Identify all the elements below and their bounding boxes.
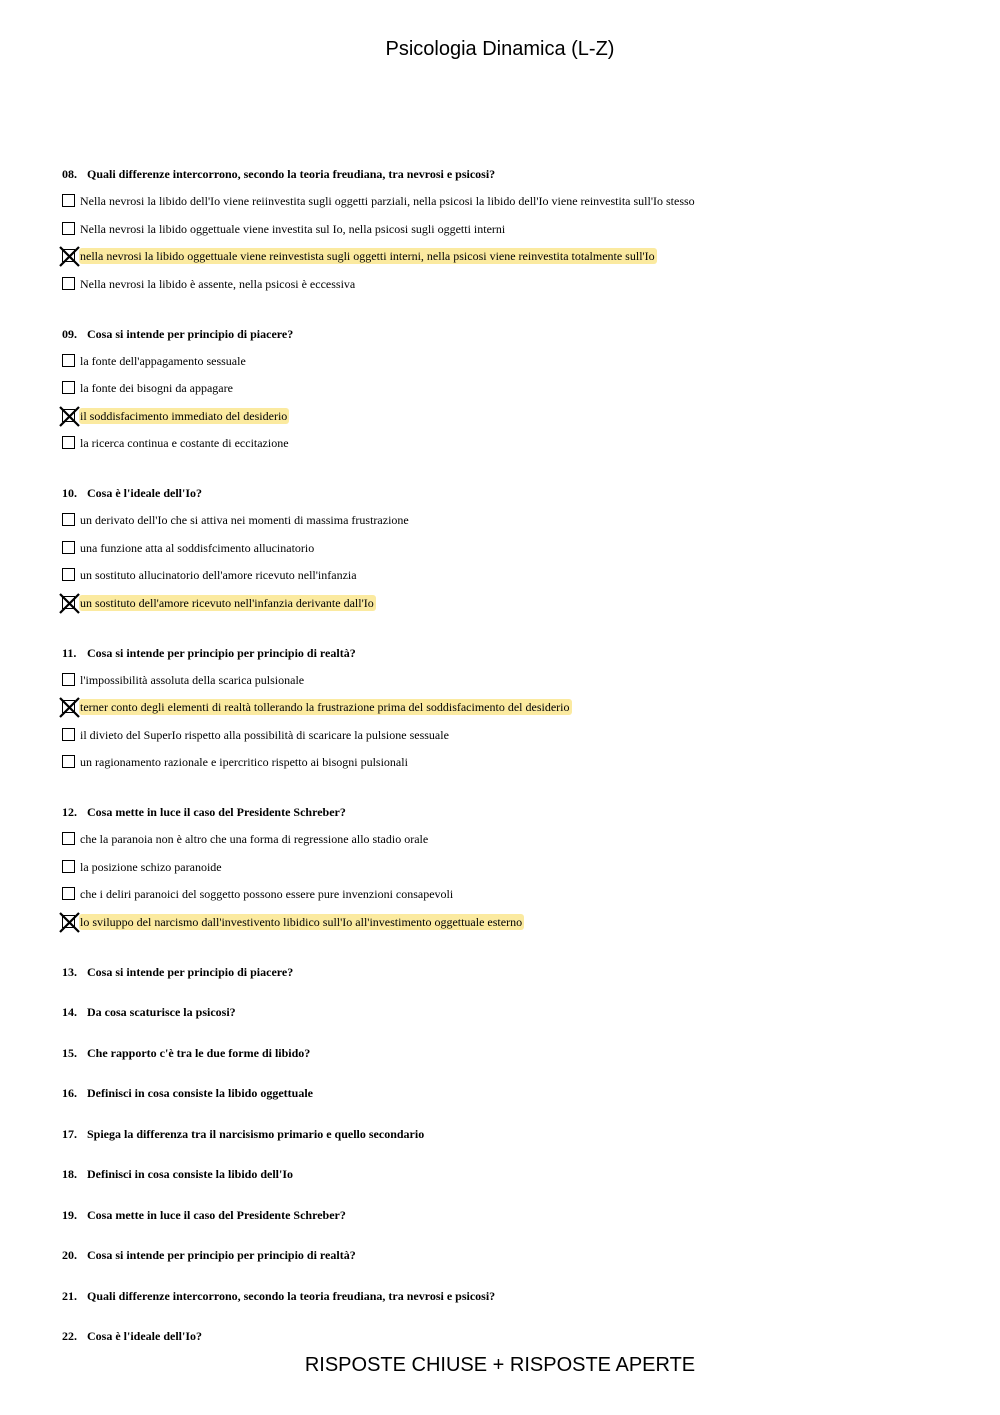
checkbox[interactable] xyxy=(62,673,75,686)
question-number: 15. xyxy=(62,1045,77,1060)
question-number: 18. xyxy=(62,1167,77,1181)
question-block xyxy=(62,1248,962,1263)
answer-options xyxy=(62,673,962,783)
question-text: Quali differenze intercorrono, secondo la teoria freudiana, tra nevrosi e psicosi? xyxy=(87,167,496,181)
question-title xyxy=(62,1046,962,1061)
answer-option-label: la fonte dei bisogni da appagare xyxy=(80,381,233,395)
question-block xyxy=(62,1127,962,1142)
question-block xyxy=(62,805,962,942)
checkbox[interactable] xyxy=(62,541,75,554)
question-text: Cosa è l'ideale dell'Io? xyxy=(87,486,202,500)
question-title xyxy=(62,327,962,342)
cross-mark-icon xyxy=(59,697,80,718)
answer-option-label: un sostituto dell'amore ricevuto nell'infanzia derivante dall'Io xyxy=(80,595,374,610)
question-number: 20. xyxy=(62,1248,77,1262)
answer-option[interactable] xyxy=(62,887,962,915)
question-text: Definisci in cosa consiste la libido oggettuale xyxy=(87,1086,313,1100)
checkbox[interactable] xyxy=(62,277,75,290)
answer-option-label: lo sviluppo del narcismo dall'investivento libidico sull'Io all'investimento oggettuale esterno xyxy=(80,914,523,929)
question-block xyxy=(62,1046,962,1061)
checkbox[interactable] xyxy=(62,832,75,845)
question-number: 08. xyxy=(62,167,77,181)
question-text: Cosa mette in luce il caso del Presidente Schreber? xyxy=(87,805,346,819)
question-block xyxy=(62,327,962,464)
question-block xyxy=(62,1005,962,1020)
answer-option[interactable] xyxy=(62,728,962,756)
question-title xyxy=(62,1167,962,1182)
question-text: Cosa è l'ideale dell'Io? xyxy=(87,1329,202,1343)
question-number: 12. xyxy=(62,805,77,819)
question-block xyxy=(62,1167,962,1182)
question-number: 21. xyxy=(62,1288,77,1303)
question-title xyxy=(62,965,962,980)
question-text: Cosa si intende per principio di piacere? xyxy=(87,964,294,979)
question-title xyxy=(62,805,962,820)
cross-mark-icon xyxy=(59,406,80,427)
question-text: Cosa si intende per principio per principio di realtà? xyxy=(87,645,356,660)
answer-option-label: il soddisfacimento immediato del desiderio xyxy=(80,408,288,423)
question-title xyxy=(62,1127,962,1142)
answer-option-label: una funzione atta al soddisfcimento allucinatorio xyxy=(80,540,315,555)
answer-option-label: la ricerca continua e costante di eccitazione xyxy=(80,436,289,450)
question-text: Cosa mette in luce il caso del Presidente Schreber? xyxy=(87,1207,346,1222)
question-number: 16. xyxy=(62,1086,77,1100)
question-block xyxy=(62,1208,962,1223)
answer-options xyxy=(62,832,962,942)
checkbox[interactable] xyxy=(62,194,75,207)
question-number: 11. xyxy=(62,645,77,660)
question-text: Definisci in cosa consiste la libido dell'Io xyxy=(87,1167,294,1181)
answer-option[interactable] xyxy=(62,194,962,222)
question-title xyxy=(62,1248,962,1263)
checkbox[interactable] xyxy=(62,887,75,900)
answer-option-label: terner conto degli elementi di realtà tollerando la frustrazione prima del soddisfacimento del desiderio xyxy=(80,700,570,714)
question-text: Cosa si intende per principio per principio di realtà? xyxy=(87,1248,356,1262)
question-list xyxy=(62,167,962,1370)
answer-option[interactable] xyxy=(62,832,962,860)
question-text: Spiega la differenza tra il narcisismo primario e quello secondario xyxy=(87,1126,425,1141)
question-block xyxy=(62,486,962,623)
answer-option-label: che la paranoia non è altro che una forma di regressione allo stadio orale xyxy=(80,832,429,846)
checkbox[interactable] xyxy=(62,755,75,768)
question-text: Cosa si intende per principio di piacere? xyxy=(87,326,294,341)
checked-checkbox[interactable] xyxy=(62,915,75,928)
checked-checkbox[interactable] xyxy=(62,409,75,422)
checkbox[interactable] xyxy=(62,513,75,526)
checkbox[interactable] xyxy=(62,728,75,741)
checkbox[interactable] xyxy=(62,436,75,449)
answer-option[interactable] xyxy=(62,277,962,305)
answer-option[interactable] xyxy=(62,249,962,277)
cross-mark-icon xyxy=(59,593,80,614)
answer-option[interactable] xyxy=(62,381,962,409)
checkbox[interactable] xyxy=(62,354,75,367)
checkbox[interactable] xyxy=(62,222,75,235)
question-number: 14. xyxy=(62,1005,77,1019)
checked-checkbox[interactable] xyxy=(62,596,75,609)
question-title xyxy=(62,1329,962,1344)
question-block xyxy=(62,167,962,304)
answer-option[interactable] xyxy=(62,673,962,701)
question-number: 19. xyxy=(62,1207,77,1222)
answer-option[interactable] xyxy=(62,755,962,783)
checkbox[interactable] xyxy=(62,568,75,581)
answer-options xyxy=(62,194,962,304)
answer-option-label: la posizione schizo paranoide xyxy=(80,859,222,874)
question-title xyxy=(62,1086,962,1101)
answer-option-label: la fonte dell'appagamento sessuale xyxy=(80,353,246,368)
question-title xyxy=(62,1005,962,1020)
checkbox[interactable] xyxy=(62,381,75,394)
answer-option-label: un sostituto allucinatorio dell'amore ricevuto nell'infanzia xyxy=(80,568,357,582)
answer-options xyxy=(62,354,962,464)
answer-option-label: il divieto del SuperIo rispetto alla possibilità di scaricare la pulsione sessuale xyxy=(80,727,449,742)
question-block xyxy=(62,646,962,783)
question-title xyxy=(62,1208,962,1223)
question-title xyxy=(62,1289,962,1304)
question-number: 17. xyxy=(62,1126,77,1141)
checked-checkbox[interactable] xyxy=(62,700,75,713)
page-footer: RISPOSTE CHIUSE + RISPOSTE APERTE xyxy=(304,1354,696,1376)
page-title: Psicologia Dinamica (L-Z) xyxy=(385,38,615,60)
question-number: 13. xyxy=(62,964,77,979)
question-block xyxy=(62,1086,962,1101)
answer-option-label: Nella nevrosi la libido è assente, nella psicosi è eccessiva xyxy=(80,276,356,291)
answer-option-label: Nella nevrosi la libido oggettuale viene investita sul Io, nella psicosi sugli oggetti interni xyxy=(80,221,506,236)
cross-mark-icon xyxy=(59,246,80,267)
question-block xyxy=(62,965,962,980)
answer-option[interactable] xyxy=(62,513,962,541)
checkbox[interactable] xyxy=(62,860,75,873)
question-title xyxy=(62,167,962,182)
question-text: Da cosa scaturisce la psicosi? xyxy=(87,1005,236,1019)
answer-option-label: un ragionamento razionale e ipercritico rispetto ai bisogni pulsionali xyxy=(80,755,408,769)
answer-option[interactable] xyxy=(62,354,962,382)
question-block xyxy=(62,1329,962,1344)
answer-option[interactable] xyxy=(62,409,962,437)
answer-option[interactable] xyxy=(62,222,962,250)
answer-option[interactable] xyxy=(62,700,962,728)
answer-option[interactable] xyxy=(62,568,962,596)
question-number: 22. xyxy=(62,1329,77,1343)
answer-option[interactable] xyxy=(62,436,962,464)
answer-option[interactable] xyxy=(62,596,962,624)
answer-option-label: l'impossibilità assoluta della scarica pulsionale xyxy=(80,672,305,687)
answer-option-label: nella nevrosi la libido oggettuale viene reinvestista sugli oggetti interni, nella psicosi viene reinvestita totalmente sull'Io xyxy=(80,249,655,263)
question-title xyxy=(62,646,962,661)
question-number: 09. xyxy=(62,326,77,341)
question-text: Quali differenze intercorrono, secondo la teoria freudiana, tra nevrosi e psicosi? xyxy=(87,1288,496,1303)
question-number: 10. xyxy=(62,486,77,500)
answer-options xyxy=(62,513,962,623)
answer-option[interactable] xyxy=(62,541,962,569)
checked-checkbox[interactable] xyxy=(62,249,75,262)
answer-option[interactable] xyxy=(62,915,962,943)
question-block xyxy=(62,1289,962,1304)
answer-option[interactable] xyxy=(62,860,962,888)
answer-option-label: un derivato dell'Io che si attiva nei momenti di massima frustrazione xyxy=(80,513,409,527)
answer-option-label: che i deliri paranoici del soggetto possono essere pure invenzioni consapevoli xyxy=(80,887,454,901)
question-text: Che rapporto c'è tra le due forme di libido? xyxy=(87,1045,311,1060)
cross-mark-icon xyxy=(59,912,80,933)
question-title xyxy=(62,486,962,501)
answer-option-label: Nella nevrosi la libido dell'Io viene reiinvestita sugli oggetti parziali, nella psicosi la libido dell'Io viene reinvestita sull'Io stesso xyxy=(80,194,695,208)
